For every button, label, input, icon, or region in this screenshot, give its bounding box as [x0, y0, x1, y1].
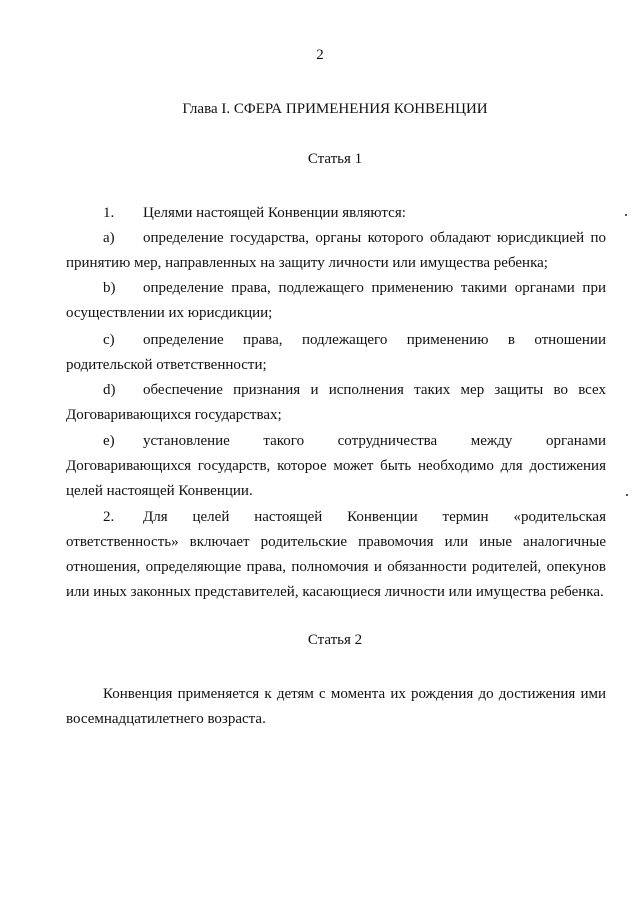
- paragraph-marker: 2.: [103, 509, 115, 525]
- paragraph-marker: b): [103, 280, 116, 296]
- article-1-paragraph-1: [66, 201, 606, 226]
- article-1-item-e: [66, 429, 606, 504]
- article-1-item-c: [66, 328, 606, 378]
- paragraph-marker: e): [103, 433, 115, 449]
- paragraph-text: Конвенция применяется к детям с момента их рождения до достижения ими восемнадцатилетнего возраста.: [66, 686, 606, 727]
- paragraph-marker: a): [103, 230, 115, 246]
- article-1-heading: Статья 1: [307, 151, 363, 167]
- article-2-paragraph-1: [66, 682, 606, 732]
- chapter-title: Глава I. СФЕРА ПРИМЕНЕНИЯ КОНВЕНЦИИ: [182, 101, 488, 117]
- paragraph-marker: d): [103, 382, 116, 398]
- paragraph-text: Для целей настоящей Конвенции термин «родительская ответственность» включает родительские правомочия или иные аналогичные отношения, определяющие права, полномочия и обязанности родителей, опекунов или иных законных представителей, касающиеся личности или имущества ребенка.: [66, 509, 606, 600]
- paragraph-text: определение государства, органы которого обладают юрисдикцией по принятию мер, направленных на защиту личности или имущества ребенка;: [66, 230, 606, 271]
- article-1-paragraph-2: [66, 505, 606, 605]
- paragraph-marker: c): [103, 332, 115, 348]
- paragraph-text: обеспечение признания и исполнения таких мер защиты во всех Договаривающихся государствах;: [66, 382, 606, 423]
- paragraph-text: определение права, подлежащего применению в отношении родительской ответственности;: [66, 332, 606, 373]
- paragraph-marker: 1.: [103, 205, 115, 221]
- scan-speck: [625, 214, 627, 216]
- paragraph-text: установление такого сотрудничества между органами Договаривающихся государств, которое может быть необходимо для достижения целей настоящей Конвенции.: [66, 433, 606, 499]
- article-2-heading: Статья 2: [307, 632, 363, 648]
- page-number: 2: [316, 47, 324, 63]
- paragraph-text: Целями настоящей Конвенции являются:: [143, 205, 406, 221]
- article-1-item-d: [66, 378, 606, 428]
- scan-speck: [626, 494, 628, 496]
- article-1-item-a: [66, 226, 606, 276]
- paragraph-text: определение права, подлежащего применению такими органами при осуществлении их юрисдикции;: [66, 280, 606, 321]
- article-1-item-b: [66, 276, 606, 326]
